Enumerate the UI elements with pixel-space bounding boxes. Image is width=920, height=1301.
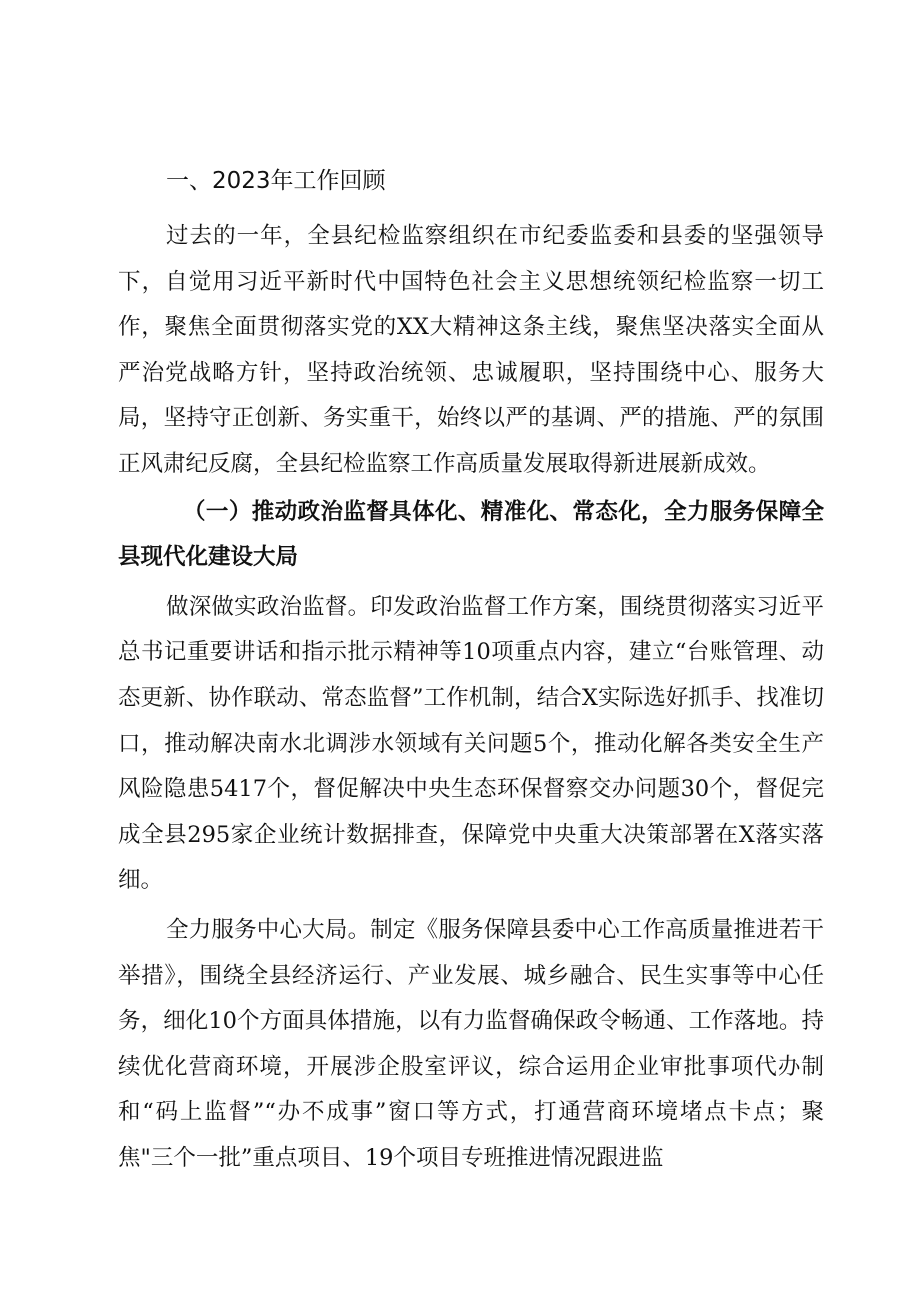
body-paragraph-service-center: 全力服务中心大局。制定《服务保障县委中心工作高质量推进若干举措》，围绕全县经济运行、产业发展、城乡融合、民生实事等中心任务，细化10个方面具体措施，以有力监督确保政令畅通、工作落地。持续优化营商环境，开展涉企股室评议，综合运用企业审批事项代办制和“码上监督”“办不成事”窗口等方式，打通营商环境堵点卡点；聚焦"三个一批”重点项目、19个项目专班推进情况跟进监 xyxy=(118,916,824,1171)
subsection-heading: （一）推动政治监督具体化、精准化、常态化，全力服务保障全县现代化建设大局 xyxy=(118,498,824,571)
body-paragraph-review: 过去的一年，全县纪检监察组织在市纪委监委和县委的坚强领导下，自觉用习近平新时代中国特色社会主义思想统领纪检监察一切工作，聚焦全面贯彻落实党的XX大精神这条主线，聚焦坚决落实全面从严治党战略方针，坚持政治统领、忠诚履职，坚持围绕中心、服务大局，坚持守正创新、务实重干，始终以严的基调、严的措施、严的氛围正风肃纪反腐，全县纪检监察工作高质量发展取得新进展新成效。 xyxy=(118,223,824,477)
body-paragraph-political-supervision: 做深做实政治监督。印发政治监督工作方案，围绕贯彻落实习近平总书记重要讲话和指示批示精神等10项重点内容，建立“台账管理、动态更新、协作联动、常态监督”工作机制，结合X实际选好抓手、找准切口，推动解决南水北调涉水领域有关问题5个，推动化解各类安全生产风险隐患5417个，督促解决中央生态环保督察交办问题30个，督促完成全县295家企业统计数据排查，保障党中央重大决策部署在X落实落细。 xyxy=(118,593,824,894)
section-heading: 一、2023年工作回顾 xyxy=(166,168,386,194)
